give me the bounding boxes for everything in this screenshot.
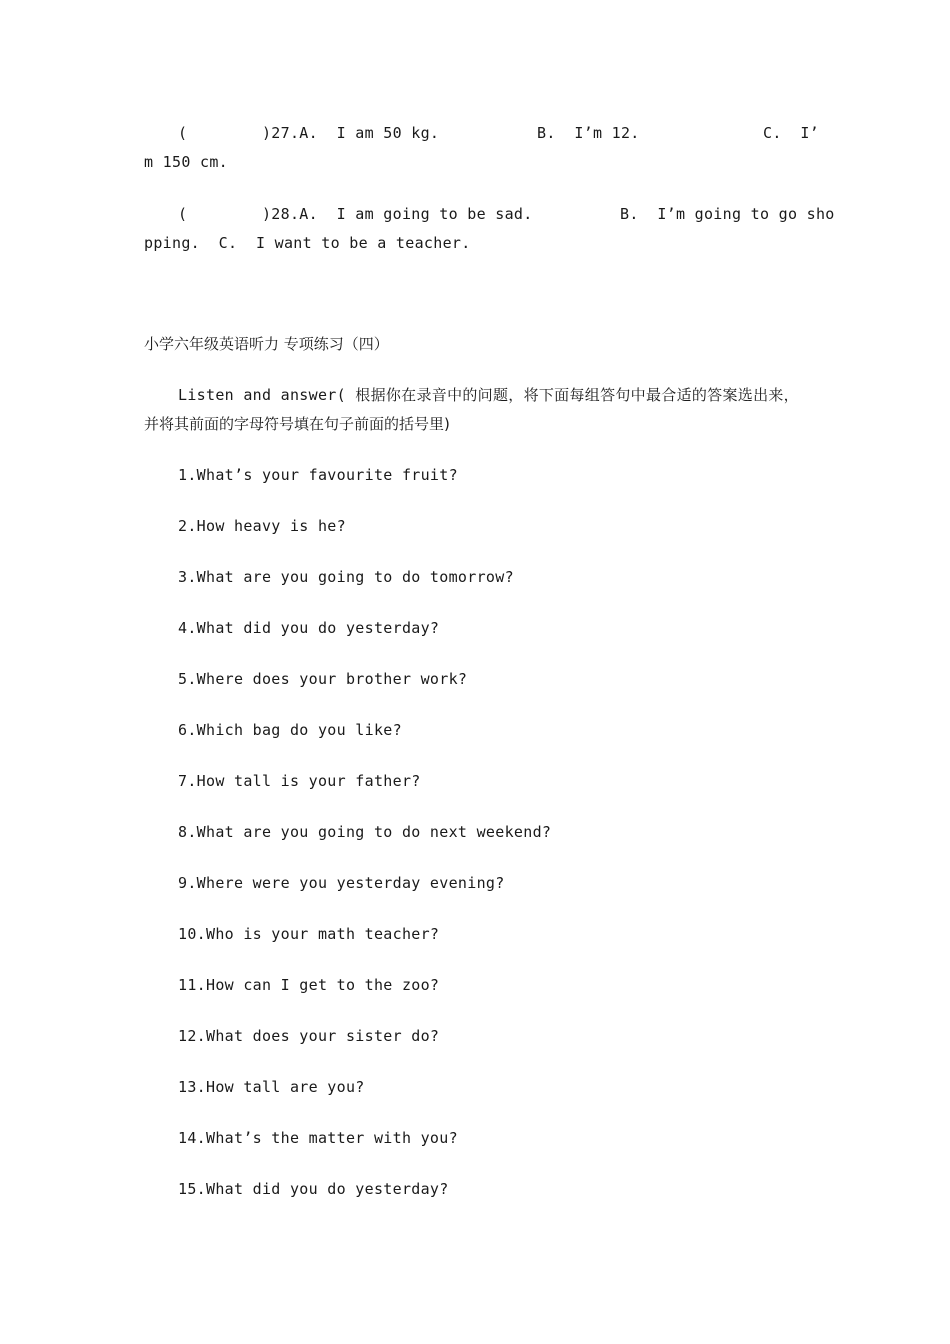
q27-option-b: B. I’m 12. <box>537 124 640 142</box>
question-item: 10.Who is your math teacher? <box>178 925 440 943</box>
q28-stem-option-a: ( )28.A. I am going to be sad. <box>178 205 533 223</box>
q27-stem-option-a: ( )27.A. I am 50 kg. <box>178 124 440 142</box>
question-item: 11.How can I get to the zoo? <box>178 976 440 994</box>
instruction-line-2: 并将其前面的字母符号填在句子前面的括号里) <box>144 415 450 433</box>
question-item: 13.How tall are you? <box>178 1078 365 1096</box>
question-item: 12.What does your sister do? <box>178 1027 440 1045</box>
question-item: 4.What did you do yesterday? <box>178 619 440 637</box>
question-item: 7.How tall is your father? <box>178 772 421 790</box>
q28-option-b-continued-and-c: pping. C. I want to be a teacher. <box>144 234 471 252</box>
question-item: 14.What’s the matter with you? <box>178 1129 458 1147</box>
instruction-line-1 <box>178 386 799 404</box>
question-item: 1.What’s your favourite fruit? <box>178 466 458 484</box>
question-item: 9.Where were you yesterday evening? <box>178 874 505 892</box>
question-item: 5.Where does your brother work? <box>178 670 468 688</box>
section-title: 小学六年级英语听力 专项练习（四） <box>144 335 389 353</box>
q27-option-c-continued: m 150 cm. <box>144 153 228 171</box>
q27-option-c: C. I’ <box>763 124 819 142</box>
question-item: 6.Which bag do you like? <box>178 721 402 739</box>
question-item: 8.What are you going to do next weekend? <box>178 823 552 841</box>
question-item: 15.What did you do yesterday? <box>178 1180 449 1198</box>
q28-option-b: B. I’m going to go sho <box>620 205 835 223</box>
instruction-text-1: Listen and answer( 根据你在录音中的问题，将下面每组答句中最合适的答案选出来， <box>178 386 799 404</box>
question-item: 2.How heavy is he? <box>178 517 346 535</box>
question-item: 3.What are you going to do tomorrow? <box>178 568 514 586</box>
